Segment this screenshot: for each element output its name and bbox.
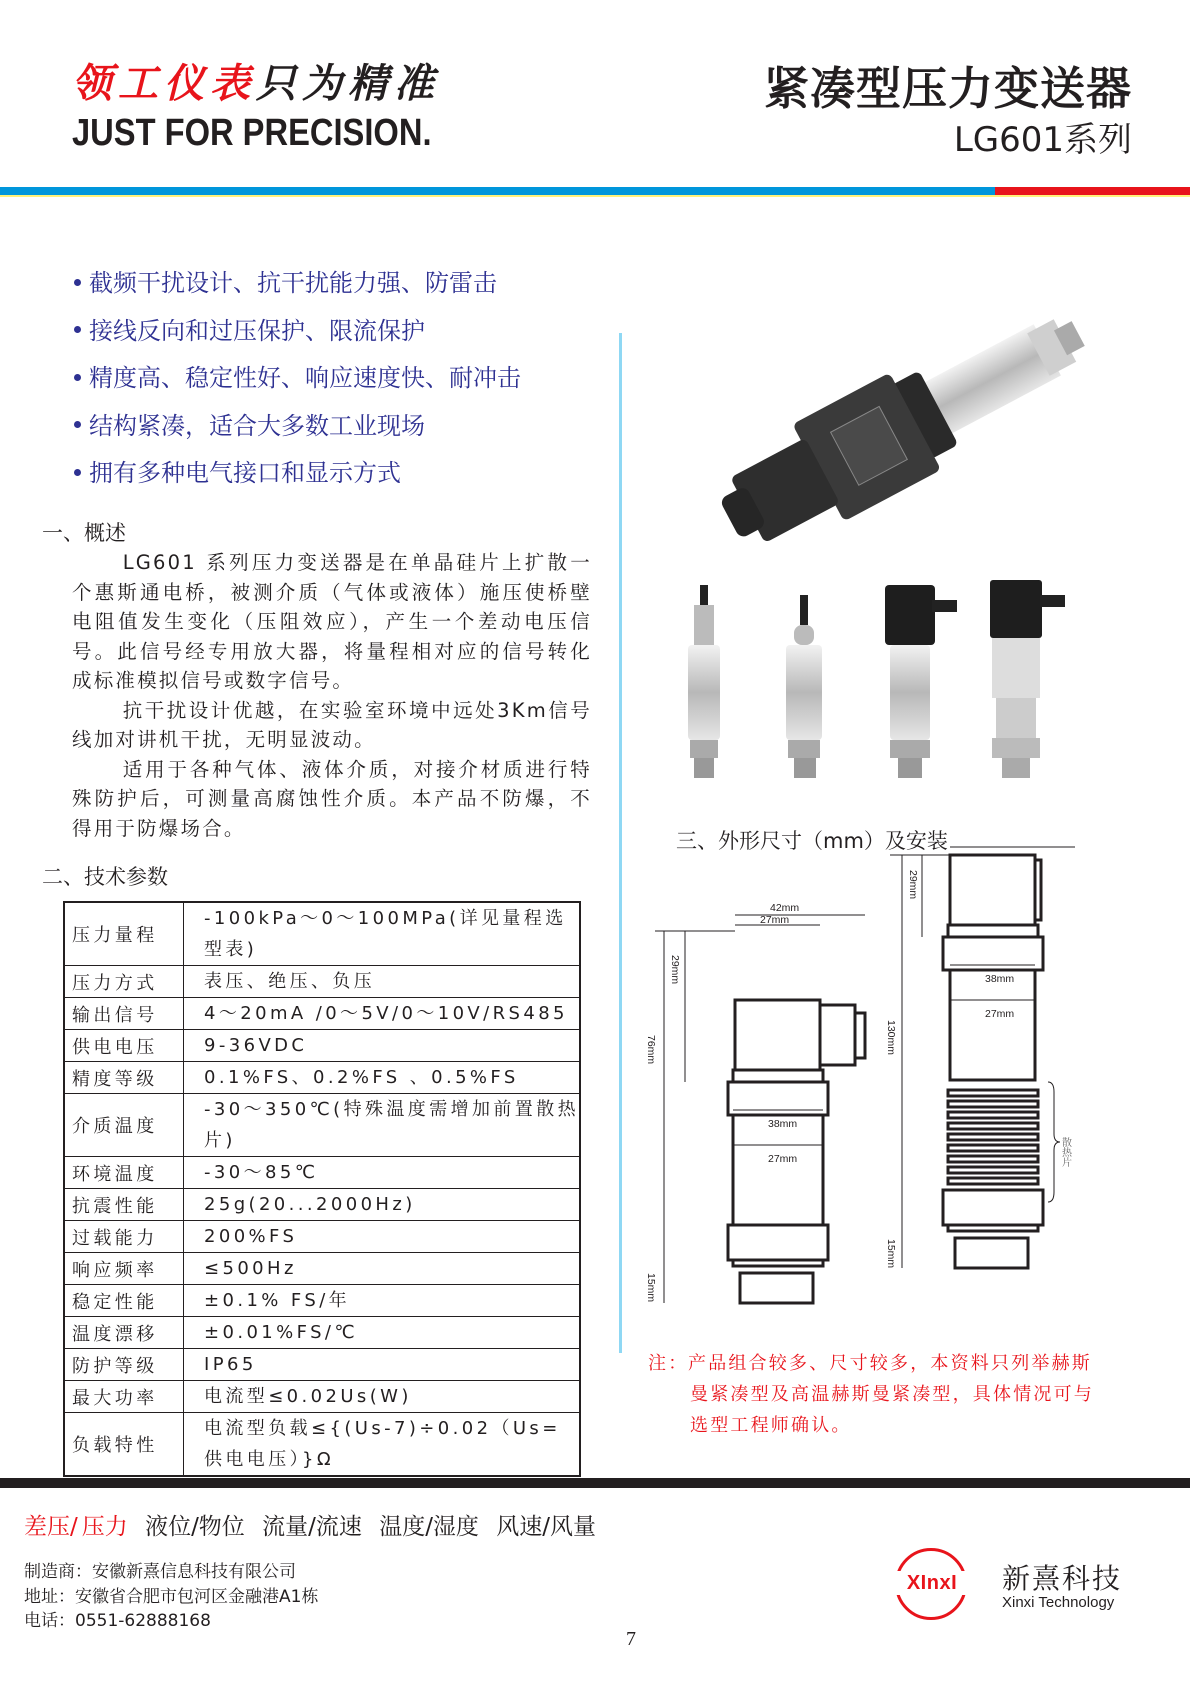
category-highlight: 压力 xyxy=(81,1514,128,1540)
spec-value: 电流型≤0.02Us(W) xyxy=(184,1381,581,1413)
svg-text:15mm: 15mm xyxy=(885,1239,897,1269)
overview-paragraph: 抗干扰设计优越，在实验室环境中远处3Km信号线加对讲机干扰，无明显波动。 xyxy=(72,698,592,751)
spec-value: 200%FS xyxy=(184,1221,581,1253)
bullet-icon xyxy=(74,279,81,286)
svg-text:38mm: 38mm xyxy=(768,1118,798,1130)
spec-value: -30～85℃ xyxy=(184,1157,581,1189)
feature-item: 拥有多种电气接口和显示方式 xyxy=(70,458,521,506)
brand-name-en: Xinxi Technology xyxy=(1002,1594,1115,1611)
svg-text:29mm: 29mm xyxy=(669,955,681,985)
svg-text:15mm: 15mm xyxy=(645,1273,657,1303)
feature-list xyxy=(70,268,521,506)
spec-value: 25g(20...2000Hz) xyxy=(184,1189,581,1221)
svg-text:27mm: 27mm xyxy=(760,914,790,926)
category: 流量/流速 xyxy=(262,1514,362,1540)
spec-value: 电流型负载≤{(Us-7)÷0.02（Us=供电电压）}Ω xyxy=(184,1413,581,1477)
product-photo-main xyxy=(690,305,1110,565)
spec-key: 介质温度 xyxy=(64,1094,184,1157)
slogan-english: JUST FOR PRECISION. xyxy=(72,112,432,154)
slogan-red: 领工仪表 xyxy=(72,60,256,107)
page-number: 7 xyxy=(626,1628,636,1650)
spec-key: 防护等级 xyxy=(64,1349,184,1381)
spec-row xyxy=(64,1285,580,1317)
overview-heading: 一、概述 xyxy=(42,521,126,545)
spec-value: 0.1%FS、0.2%FS 、0.5%FS xyxy=(184,1062,581,1094)
spec-row xyxy=(64,1062,580,1094)
note xyxy=(648,1348,1148,1441)
spec-value: 9-36VDC xyxy=(184,1030,581,1062)
page-subtitle: LG601系列 xyxy=(953,120,1132,160)
spec-row xyxy=(64,1253,580,1285)
spec-key: 响应频率 xyxy=(64,1253,184,1285)
category-highlight: 差压/ xyxy=(24,1514,78,1540)
feature-item: 精度高、稳定性好、响应速度快、耐冲击 xyxy=(70,363,521,411)
spec-value: ±0.1% FS/年 xyxy=(184,1285,581,1317)
bullet-icon xyxy=(74,374,81,381)
spec-row xyxy=(64,1221,580,1253)
specs-heading: 二、技术参数 xyxy=(42,865,168,889)
header-bar-red xyxy=(995,187,1190,195)
spec-row xyxy=(64,1349,580,1381)
svg-text:38mm: 38mm xyxy=(985,973,1015,985)
spec-row xyxy=(64,1413,580,1477)
slogan-chinese xyxy=(72,52,440,109)
spec-key: 温度漂移 xyxy=(64,1317,184,1349)
spec-row xyxy=(64,966,580,998)
overview-paragraph: 适用于各种气体、液体介质，对接介材质进行特殊防护后，可测量高腐蚀性介质。本产品不防爆，不得用于防爆场合。 xyxy=(72,757,592,840)
spec-value: ±0.01%FS/℃ xyxy=(184,1317,581,1349)
feature-item: 截频干扰设计、抗干扰能力强、防雷击 xyxy=(70,268,521,316)
spec-value: 4～20mA /0～5V/0～10V/RS485 xyxy=(184,998,581,1030)
dimensions-heading: 三、外形尺寸（mm）及安装 xyxy=(676,829,948,853)
spec-key: 供电电压 xyxy=(64,1030,184,1062)
manufacturer: 制造商：安徽新熹信息科技有限公司 xyxy=(24,1562,296,1582)
svg-text:27mm: 27mm xyxy=(768,1153,798,1165)
spec-value: -100kPa～0～100MPa(详见量程选型表) xyxy=(184,902,581,966)
overview-paragraph: LG601 系列压力变送器是在单晶硅片上扩散一个惠斯通电桥，被测介质（气体或液体）施压使桥壁电阻值发生变化（压阻效应），产生一个差动电压信号。此信号经专用放大器，将量程相对应的信号转化成标准模拟信号或数字信号。 xyxy=(72,551,592,692)
svg-text:42mm: 42mm xyxy=(770,902,800,914)
column-divider xyxy=(619,333,622,1353)
footer-bar xyxy=(0,1478,1190,1488)
spec-row xyxy=(64,1030,580,1062)
overview-text xyxy=(72,548,592,843)
product-categories xyxy=(24,1508,606,1541)
contact-info xyxy=(24,1560,318,1634)
header-bar-blue xyxy=(0,187,995,195)
address: 地址：安徽省合肥市包河区金融港A1栋 xyxy=(24,1586,319,1607)
product-photo-variants xyxy=(690,585,1100,785)
spec-row xyxy=(64,998,580,1030)
note-line: 曼紧凑型及高温赫斯曼紧凑型，具体情况可与 xyxy=(690,1384,1094,1405)
note-label: 注： xyxy=(648,1353,689,1374)
logo-text: XInxI xyxy=(891,1571,973,1595)
spec-key: 压力方式 xyxy=(64,966,184,998)
bullet-icon xyxy=(74,469,81,476)
spec-value: -30～350℃(特殊温度需增加前置散热片) xyxy=(184,1094,581,1157)
spec-key: 压力量程 xyxy=(64,902,184,966)
spec-row xyxy=(64,1381,580,1413)
spec-value: IP65 xyxy=(184,1349,581,1381)
spec-key: 抗震性能 xyxy=(64,1189,184,1221)
svg-text:130mm: 130mm xyxy=(885,1020,897,1056)
spec-value: ≤500Hz xyxy=(184,1253,581,1285)
spec-row xyxy=(64,1094,580,1157)
spec-row xyxy=(64,902,580,966)
header-bar-yellow xyxy=(0,195,1190,197)
category: 风速/风量 xyxy=(496,1514,596,1540)
variant-1 xyxy=(688,585,720,778)
bullet-icon xyxy=(74,421,81,428)
spec-row xyxy=(64,1157,580,1189)
note-line: 选型工程师确认。 xyxy=(690,1415,852,1436)
svg-text:76mm: 76mm xyxy=(645,1035,657,1065)
bullet-icon xyxy=(74,326,81,333)
slogan-black: 只为精准 xyxy=(256,60,440,107)
spec-key: 负载特性 xyxy=(64,1413,184,1477)
dimension-diagram xyxy=(645,855,1140,1315)
spec-row xyxy=(64,1189,580,1221)
note-line: 产品组合较多、尺寸较多，本资料只列举赫斯 xyxy=(688,1353,1092,1374)
spec-key: 环境温度 xyxy=(64,1157,184,1189)
svg-text:散热片: 散热片 xyxy=(1059,1137,1071,1167)
feature-item: 结构紧凑，适合大多数工业现场 xyxy=(70,411,521,459)
category: 温度/湿度 xyxy=(379,1514,479,1540)
svg-text:29mm: 29mm xyxy=(907,870,919,900)
spec-table xyxy=(63,901,581,1477)
category: 液位/物位 xyxy=(145,1514,245,1540)
spec-key: 输出信号 xyxy=(64,998,184,1030)
spec-key: 稳定性能 xyxy=(64,1285,184,1317)
feature-item: 接线反向和过压保护、限流保护 xyxy=(70,316,521,364)
brand-name-cn: 新熹科技 xyxy=(1002,1562,1123,1595)
spec-key: 最大功率 xyxy=(64,1381,184,1413)
spec-row xyxy=(64,1317,580,1349)
page-title: 紧凑型压力变送器 xyxy=(763,62,1132,115)
svg-text:27mm: 27mm xyxy=(985,1008,1015,1020)
spec-key: 精度等级 xyxy=(64,1062,184,1094)
spec-value: 表压、绝压、负压 xyxy=(184,966,581,998)
phone: 电话：0551-62888168 xyxy=(24,1611,211,1631)
spec-key: 过载能力 xyxy=(64,1221,184,1253)
